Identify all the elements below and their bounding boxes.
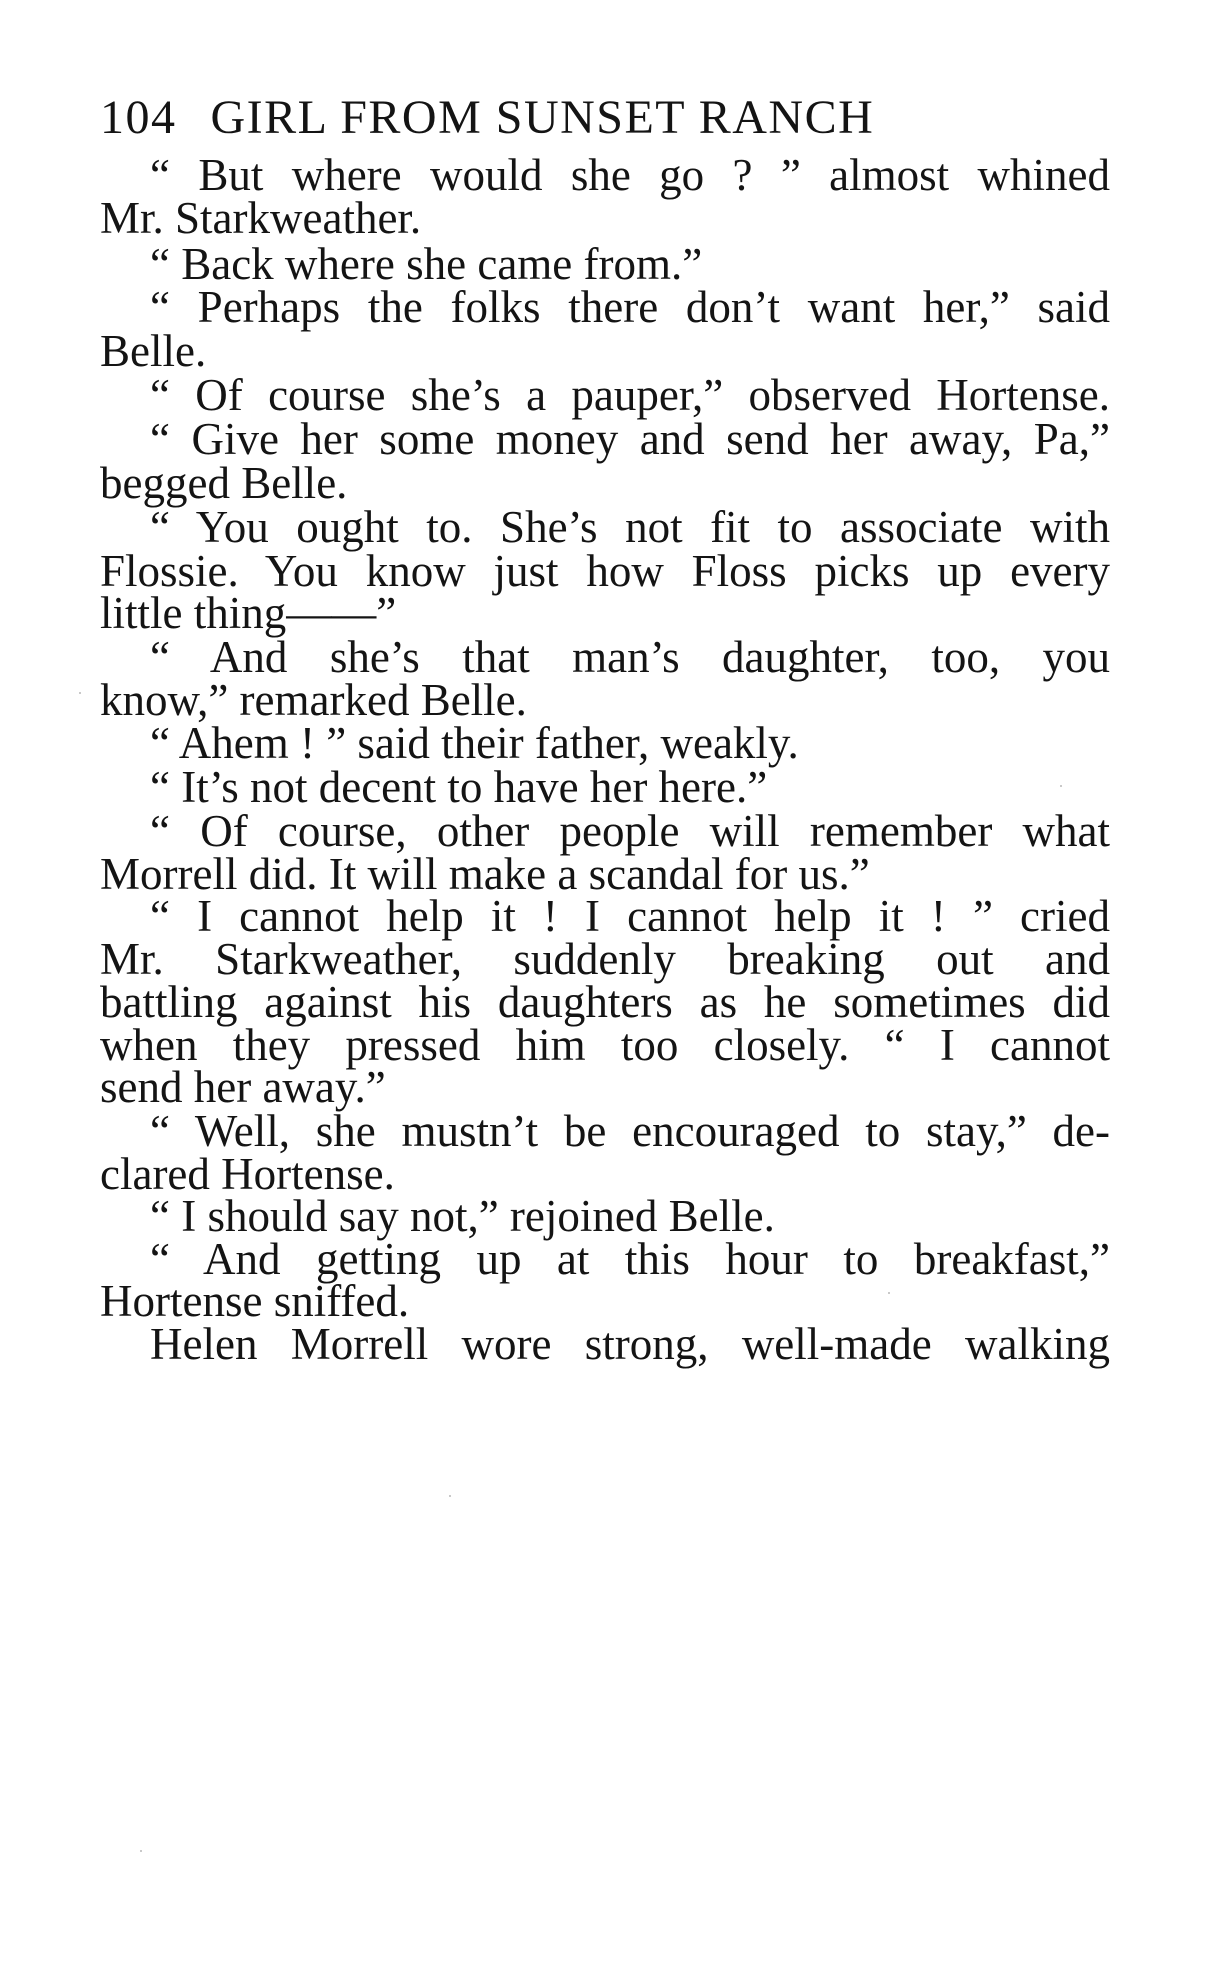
text-line: “ Of course she’s a pauper,” observed Hortense. bbox=[150, 370, 1110, 420]
text-line: Belle. bbox=[100, 326, 207, 376]
text-line: “ Perhaps the folks there don’t want her,” said bbox=[150, 282, 1110, 332]
paper-speck bbox=[79, 692, 81, 694]
text-line: “ Well, she mustn’t be encouraged to stay,” de- bbox=[150, 1106, 1110, 1156]
text-line: Morrell did. It will make a scandal for us.” bbox=[100, 849, 870, 899]
text-line: begged Belle. bbox=[100, 458, 348, 508]
text-line: “ You ought to. She’s not fit to associate with bbox=[150, 502, 1110, 552]
text-line: “ But where would she go ? ” almost whined bbox=[150, 150, 1110, 200]
text-line: “ Back where she came from.” bbox=[150, 239, 703, 289]
text-line: “ Give her some money and send her away, Pa,” bbox=[150, 414, 1110, 464]
running-title: GIRL FROM SUNSET RANCH bbox=[210, 91, 875, 144]
text-line: “ I should say not,” rejoined Belle. bbox=[150, 1191, 775, 1241]
text-line: Helen Morrell wore strong, well-made walking bbox=[150, 1319, 1110, 1369]
text-line: little thing——” bbox=[100, 588, 397, 638]
text-line: “ And she’s that man’s daughter, too, you bbox=[150, 632, 1110, 682]
text-line: Flossie. You know just how Floss picks up every bbox=[100, 546, 1110, 596]
text-line: Mr. Starkweather. bbox=[100, 193, 422, 243]
text-line: “ I cannot help it ! I cannot help it ! ” cried bbox=[150, 891, 1110, 941]
text-line: “ It’s not decent to have her here.” bbox=[150, 762, 768, 812]
paper-speck bbox=[1060, 785, 1062, 787]
paper-speck bbox=[888, 1292, 890, 1294]
text-line: when they pressed him too closely. “ I cannot bbox=[100, 1020, 1110, 1070]
paper-speck bbox=[449, 1495, 451, 1497]
text-line: Mr. Starkweather, suddenly breaking out and bbox=[100, 934, 1110, 984]
text-line: “ Ahem ! ” said their father, weakly. bbox=[150, 718, 799, 768]
text-line: know,” remarked Belle. bbox=[100, 675, 527, 725]
text-line: Hortense sniffed. bbox=[100, 1276, 410, 1326]
text-line: “ Of course, other people will remember what bbox=[150, 806, 1110, 856]
text-line: clared Hortense. bbox=[100, 1149, 395, 1199]
text-line: send her away.” bbox=[100, 1062, 386, 1112]
running-head bbox=[100, 88, 1110, 148]
paper-speck bbox=[140, 1850, 142, 1852]
text-line: “ And getting up at this hour to breakfast,” bbox=[150, 1234, 1110, 1284]
page-number: 104 bbox=[100, 91, 177, 144]
text-line: battling against his daughters as he sometimes did bbox=[100, 977, 1110, 1027]
